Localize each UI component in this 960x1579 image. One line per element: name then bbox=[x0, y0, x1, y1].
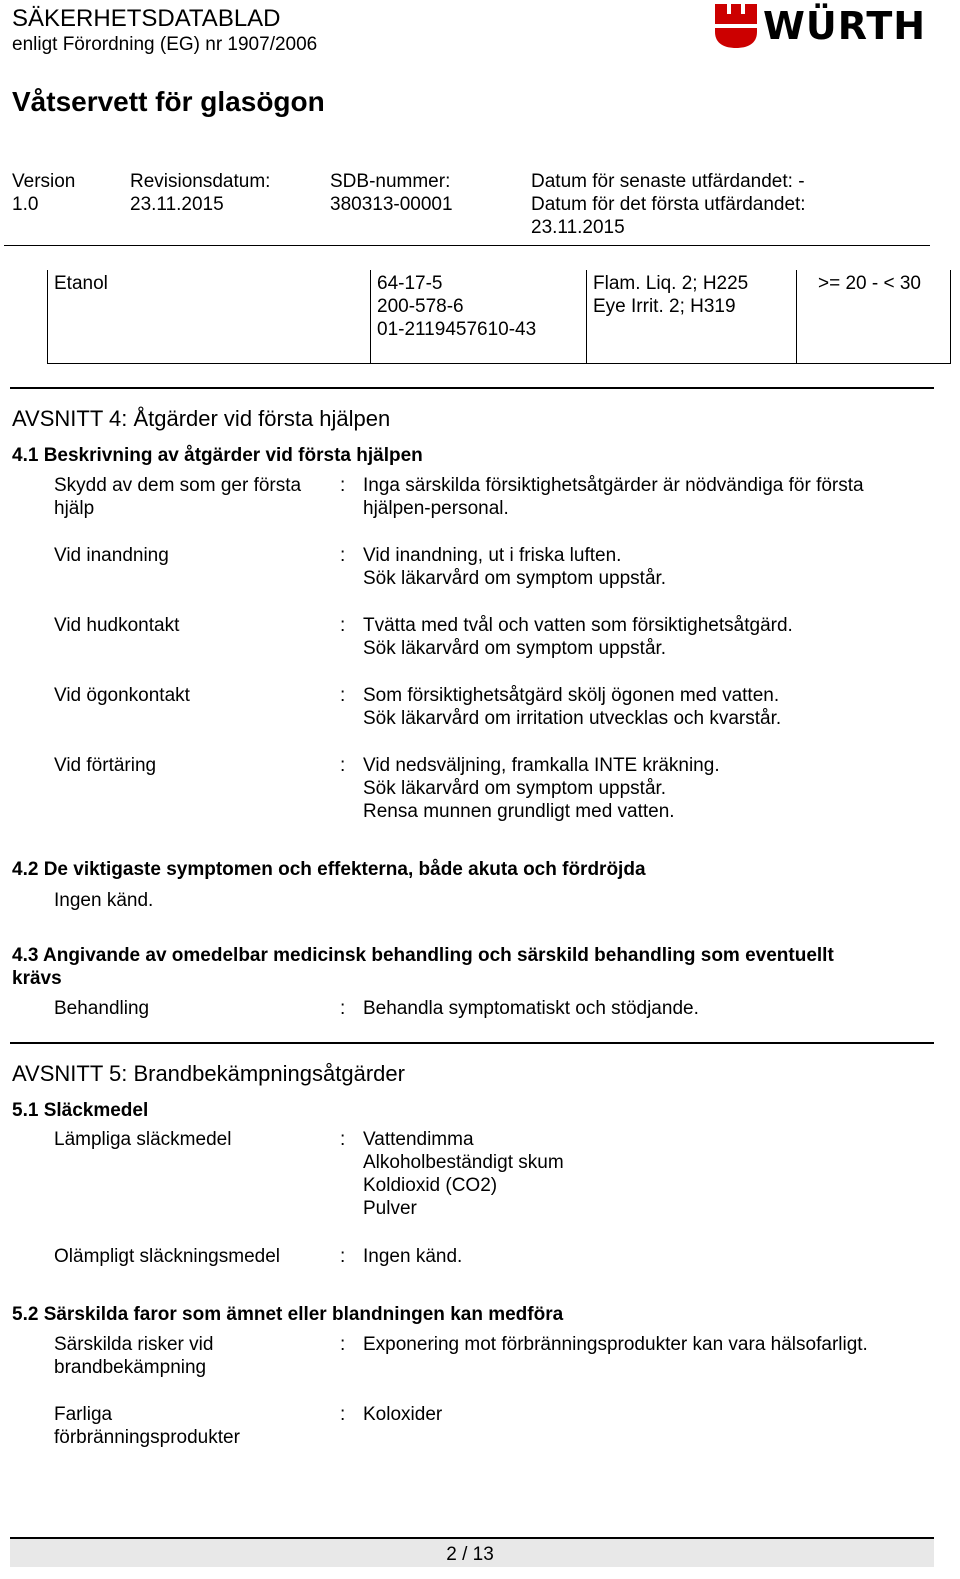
table-border bbox=[370, 270, 371, 364]
document-title: SÄKERHETSDATABLAD bbox=[12, 5, 281, 32]
colon-separator: : bbox=[340, 475, 346, 496]
label-line: Vid hudkontakt bbox=[54, 615, 180, 636]
substance-concentration: >= 20 - < 30 bbox=[818, 273, 921, 294]
value-line: Vid nedsväljning, framkalla INTE kräkning. bbox=[363, 755, 720, 776]
row-label bbox=[54, 684, 334, 707]
colon-separator: : bbox=[340, 1246, 346, 1267]
regulation-subtitle: enligt Förordning (EG) nr 1907/2006 bbox=[12, 34, 318, 55]
suitable-media-values bbox=[363, 1128, 953, 1220]
value-line: Tvätta med tvål och vatten som försiktighetsåtgärd. bbox=[363, 615, 793, 636]
row-value bbox=[363, 474, 953, 520]
label-line: Farliga bbox=[54, 1404, 113, 1425]
label-line: förbränningsprodukter bbox=[54, 1427, 240, 1448]
header-divider bbox=[4, 245, 930, 246]
row-value bbox=[363, 754, 953, 823]
label-line: Särskilda risker vid bbox=[54, 1334, 214, 1355]
colon-separator: : bbox=[340, 1129, 346, 1150]
version-block bbox=[12, 170, 75, 216]
unsuitable-media-value: Ingen känd. bbox=[363, 1246, 463, 1267]
version-value: 1.0 bbox=[12, 194, 39, 215]
substance-name: Etanol bbox=[54, 273, 108, 294]
sdb-block bbox=[330, 170, 453, 216]
row-label bbox=[54, 614, 334, 637]
suitable-media-label: Lämpliga släckmedel bbox=[54, 1129, 232, 1150]
revision-label: Revisionsdatum: bbox=[130, 171, 271, 192]
fire-risk-label bbox=[54, 1333, 334, 1379]
section-4-title: AVSNITT 4: Åtgärder vid första hjälpen bbox=[12, 406, 391, 431]
subsection-5-2: 5.2 Särskilda faror som ämnet eller blandningen kan medföra bbox=[12, 1304, 564, 1325]
label-line: Skydd av dem som ger första bbox=[54, 475, 302, 496]
subsection-4-3 bbox=[12, 944, 834, 990]
value-line: Sök läkarvård om symptom uppstår. bbox=[363, 778, 667, 799]
fire-risk-value: Exponering mot förbränningsprodukter kan vara hälsofarligt. bbox=[363, 1334, 868, 1355]
issue-dates-block bbox=[531, 170, 806, 239]
classification-item: Flam. Liq. 2; H225 bbox=[593, 273, 749, 294]
table-border bbox=[950, 270, 951, 364]
value-line: Sök läkarvård om symptom uppstår. bbox=[363, 568, 667, 589]
value-line: Pulver bbox=[363, 1198, 417, 1219]
colon-separator: : bbox=[340, 685, 346, 706]
cas-number: 64-17-5 bbox=[377, 273, 443, 294]
symptoms-text: Ingen känd. bbox=[54, 890, 154, 911]
label-line: Vid förtäring bbox=[54, 755, 157, 776]
value-line: Alkoholbeständigt skum bbox=[363, 1152, 564, 1173]
value-line: hjälpen-personal. bbox=[363, 498, 509, 519]
row-label bbox=[54, 474, 334, 520]
sdb-value: 380313-00001 bbox=[330, 194, 453, 215]
colon-separator: : bbox=[340, 755, 346, 776]
label-line: hjälp bbox=[54, 498, 95, 519]
first-issue-label: Datum för det första utfärdandet: bbox=[531, 194, 806, 215]
substance-numbers bbox=[377, 272, 536, 341]
wurth-logo-icon bbox=[713, 2, 759, 50]
treatment-label: Behandling bbox=[54, 998, 150, 1019]
colon-separator: : bbox=[340, 545, 346, 566]
label-line: brandbekämpning bbox=[54, 1357, 207, 1378]
colon-separator: : bbox=[340, 1334, 346, 1355]
page-number: 2 / 13 bbox=[446, 1544, 494, 1565]
section-5-rule bbox=[10, 1042, 934, 1044]
colon-separator: : bbox=[340, 615, 346, 636]
row-label bbox=[54, 754, 334, 777]
revision-block bbox=[130, 170, 270, 216]
section-4-rule bbox=[10, 387, 934, 389]
row-value bbox=[363, 544, 953, 590]
subsection-4-1: 4.1 Beskrivning av åtgärder vid första hjälpen bbox=[12, 445, 423, 466]
sdb-label: SDB-nummer: bbox=[330, 171, 451, 192]
combustion-products-value: Koloxider bbox=[363, 1404, 443, 1425]
value-line: Sök läkarvård om symptom uppstår. bbox=[363, 638, 667, 659]
table-border bbox=[586, 270, 587, 364]
reach-number: 01-2119457610-43 bbox=[377, 319, 537, 340]
product-name: Våtservett för glasögon bbox=[12, 86, 325, 117]
subsection-4-2: 4.2 De viktigaste symptomen och effekterna, både akuta och fördröjda bbox=[12, 859, 646, 880]
section-5-title: AVSNITT 5: Brandbekämpningsåtgärder bbox=[12, 1061, 405, 1086]
substance-classification bbox=[593, 272, 748, 318]
value-line: Vid inandning, ut i friska luften. bbox=[363, 545, 622, 566]
row-label bbox=[54, 544, 334, 567]
first-issue-value: 23.11.2015 bbox=[531, 217, 625, 238]
classification-item: Eye Irrit. 2; H319 bbox=[593, 296, 736, 317]
revision-value: 23.11.2015 bbox=[130, 194, 224, 215]
row-value bbox=[363, 614, 953, 660]
value-line: Sök läkarvård om irritation utvecklas och kvarstår. bbox=[363, 708, 782, 729]
label-line: Vid inandning bbox=[54, 545, 169, 566]
version-label: Version bbox=[12, 171, 76, 192]
subsection-5-1: 5.1 Släckmedel bbox=[12, 1100, 149, 1121]
value-line: Inga särskilda försiktighetsåtgärder är nödvändiga för första bbox=[363, 475, 864, 496]
combustion-products-label bbox=[54, 1403, 334, 1449]
value-line: Som försiktighetsåtgärd skölj ögonen med vatten. bbox=[363, 685, 780, 706]
logo-wordmark: WÜRTH bbox=[763, 4, 927, 48]
value-line: Koldioxid (CO2) bbox=[363, 1175, 498, 1196]
latest-issue-date: Datum för senaste utfärdandet: - bbox=[531, 171, 805, 192]
colon-separator: : bbox=[340, 998, 346, 1019]
wurth-logo bbox=[713, 2, 933, 50]
value-line: Rensa munnen grundligt med vatten. bbox=[363, 801, 675, 822]
table-border bbox=[47, 270, 48, 364]
label-line: Vid ögonkontakt bbox=[54, 685, 190, 706]
ec-number: 200-578-6 bbox=[377, 296, 464, 317]
table-bottom-border bbox=[47, 363, 951, 364]
table-border bbox=[796, 270, 797, 364]
value-line: Vattendimma bbox=[363, 1129, 474, 1150]
subsection-4-3-line: krävs bbox=[12, 968, 62, 989]
subsection-4-3-line: 4.3 Angivande av omedelbar medicinsk behandling och särskild behandling som eventuellt bbox=[12, 945, 834, 966]
colon-separator: : bbox=[340, 1404, 346, 1425]
treatment-value: Behandla symptomatiskt och stödjande. bbox=[363, 998, 699, 1019]
row-value bbox=[363, 684, 953, 730]
unsuitable-media-label: Olämpligt släckningsmedel bbox=[54, 1246, 280, 1267]
